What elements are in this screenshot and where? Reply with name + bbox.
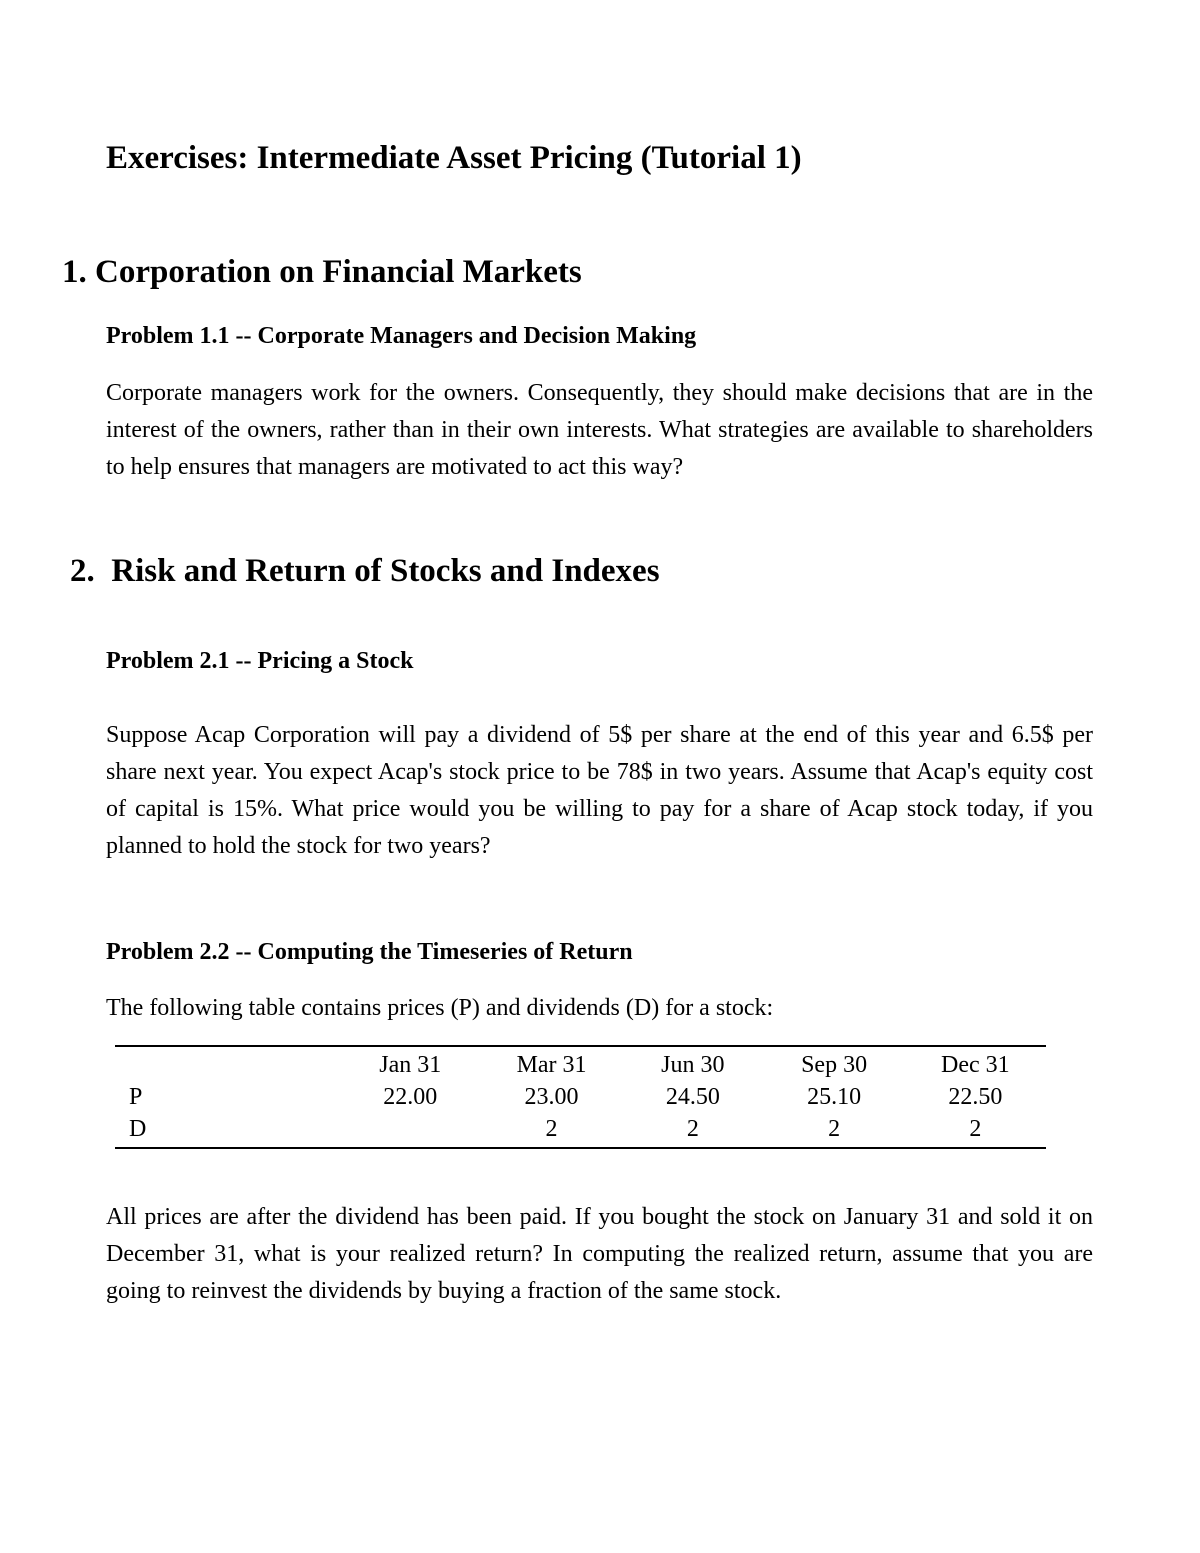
table-cell: 22.50 bbox=[948, 1084, 1003, 1110]
table-header-cell: Jan 31 bbox=[379, 1052, 442, 1078]
problem-heading-1-1: Problem 1.1 -- Corporate Managers and Decision Making bbox=[106, 323, 697, 349]
problem-text-2-2: All prices are after the dividend has been paid. If you bought the stock on January 31 and sold it on December 31, what is your realized return? In computing the realized return, assume that you are going to reinvest the dividends by buying a fraction of the same stock. bbox=[106, 1204, 1093, 1304]
table-header-cell bbox=[115, 1046, 340, 1081]
section-heading-2: 2. Risk and Return of Stocks and Indexes bbox=[70, 553, 660, 589]
table-header-cell: Sep 30 bbox=[801, 1052, 868, 1078]
problem-heading-2-2: Problem 2.2 -- Computing the Timeseries of Return bbox=[106, 939, 633, 965]
document-title: Exercises: Intermediate Asset Pricing (Tutorial 1) bbox=[106, 140, 802, 176]
table-cell: 24.50 bbox=[665, 1084, 720, 1110]
table-cell: 23.00 bbox=[524, 1084, 579, 1110]
table-cell: 2 bbox=[545, 1116, 558, 1142]
table-row bbox=[115, 1081, 1046, 1113]
table-cell: 2 bbox=[686, 1116, 699, 1142]
table-header-cell: Dec 31 bbox=[941, 1052, 1010, 1078]
table-cell bbox=[340, 1113, 481, 1148]
table-header-row bbox=[115, 1046, 1046, 1081]
problem-intro-2-2: The following table contains prices (P) and dividends (D) for a stock: bbox=[106, 995, 774, 1021]
table-header-cell: Jun 30 bbox=[661, 1052, 725, 1078]
table-cell: 25.10 bbox=[807, 1084, 862, 1110]
table-row-label: D bbox=[129, 1116, 147, 1142]
table-row bbox=[115, 1113, 1046, 1148]
table-cell: 22.00 bbox=[383, 1084, 438, 1110]
table-row-label: P bbox=[129, 1084, 143, 1110]
table-cell: 2 bbox=[828, 1116, 841, 1142]
problem-heading-2-1: Problem 2.1 -- Pricing a Stock bbox=[106, 648, 414, 674]
problem-text-1-1: Corporate managers work for the owners. Consequently, they should make decisions that are in the interest of the owners, rather than in their own interests. What strategies are available to shareholders to help ensures that managers are motivated to act this way? bbox=[106, 380, 1093, 480]
problem-text-2-1: Suppose Acap Corporation will pay a dividend of 5$ per share at the end of this year and 6.5$ per share next year. You expect Acap's stock price to be 78$ in two years. Assume that Acap's equity cost of capital is 15%. What price would you be willing to pay for a share of Acap stock today, if you planned to hold the stock for two years? bbox=[106, 722, 1093, 859]
price-dividend-table bbox=[115, 1045, 1046, 1149]
table-cell: 2 bbox=[969, 1116, 982, 1142]
table-header-cell: Mar 31 bbox=[516, 1052, 587, 1078]
section-heading-1: 1. Corporation on Financial Markets bbox=[62, 254, 582, 290]
